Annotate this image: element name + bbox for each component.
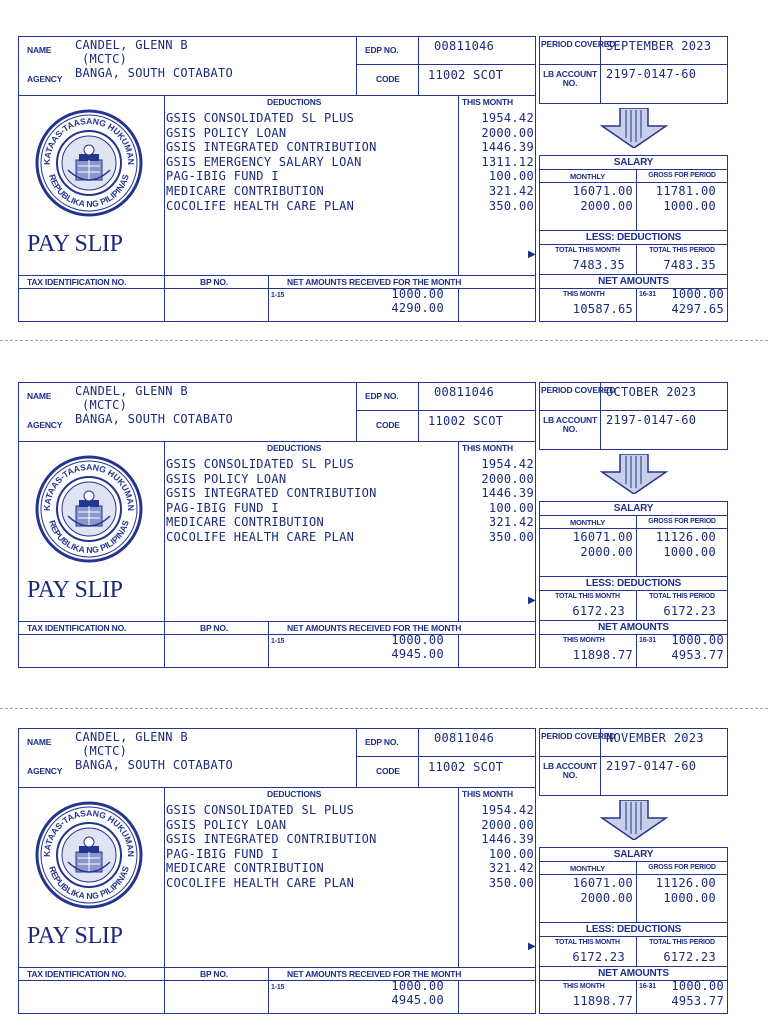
lb-account-label: LB ACCOUNT NO. — [543, 415, 597, 434]
arrow-marker-icon: ▶ — [528, 941, 536, 952]
bp-no-label: BP NO. — [200, 277, 228, 287]
employee-office: (MCTC) — [82, 398, 128, 412]
svg-text:KATAAS-TAASANG HUKUMAN: KATAAS-TAASANG HUKUMAN — [41, 115, 137, 166]
deductions-header: DEDUCTIONS — [267, 443, 322, 453]
down-arrow-icon — [594, 108, 674, 148]
total-this-period-value: 6172.23 — [663, 604, 716, 618]
salary-monthly-2: 2000.00 — [580, 891, 633, 905]
range-1-15-label: 1-15 — [271, 638, 285, 645]
code-label: CODE — [376, 766, 400, 776]
deduction-label: GSIS POLICY LOAN — [166, 471, 287, 486]
code-value: 11002 SCOT — [428, 760, 504, 774]
deduction-label: PAG-IBIG FUND I — [166, 500, 279, 515]
period-value: SEPTEMBER 2023 — [606, 39, 712, 53]
monthly-label: MONTHLY — [570, 518, 605, 527]
deduction-label: COCOLIFE HEALTH CARE PLAN — [166, 530, 355, 544]
edp-label: EDP NO. — [365, 45, 399, 55]
period-value: NOVEMBER 2023 — [606, 731, 704, 745]
deduction-amount: 1954.42 — [481, 111, 534, 125]
agency-label: AGENCY — [27, 766, 63, 776]
deduction-amount: 2000.00 — [481, 471, 534, 486]
net-received-label: NET AMOUNTS RECEIVED FOR THE MONTH — [287, 969, 462, 979]
total-this-month-label: TOTAL THIS MONTH — [555, 593, 620, 600]
deduction-amount: 350.00 — [488, 876, 534, 890]
deduction-amount: 100.00 — [488, 500, 534, 515]
total-this-month-label: TOTAL THIS MONTH — [555, 939, 620, 946]
deduction-amount: 1954.42 — [481, 803, 534, 817]
svg-text:REPUBLIKA NG PILIPINAS: REPUBLIKA NG PILIPINAS — [47, 864, 131, 902]
deduction-label: COCOLIFE HEALTH CARE PLAN — [166, 876, 355, 890]
payslip-1 — [0, 0, 768, 335]
received-1-15: 1000.00 — [391, 633, 444, 647]
deduction-amount: 1954.42 — [481, 457, 534, 471]
lb-account-value: 2197-0147-60 — [606, 67, 697, 81]
net-this-month-label: THIS MONTH — [563, 637, 605, 644]
total-this-month-value: 6172.23 — [572, 604, 625, 618]
deduction-amount: 1446.39 — [481, 486, 534, 501]
cut-line — [0, 340, 768, 341]
deduction-amount: 100.00 — [488, 169, 534, 184]
payslip-3 — [0, 692, 768, 1027]
lb-account-label: LB ACCOUNT NO. — [543, 69, 597, 88]
bp-no-label: BP NO. — [200, 623, 228, 633]
net-amounts-header: NET AMOUNTS — [598, 276, 669, 287]
total-this-period-value: 6172.23 — [663, 950, 716, 964]
edp-value: 00811046 — [434, 385, 495, 399]
total-this-month-value: 6172.23 — [572, 950, 625, 964]
deductions-header: DEDUCTIONS — [267, 789, 322, 799]
agency-value: BANGA, SOUTH COTABATO — [75, 66, 234, 80]
monthly-label: MONTHLY — [570, 864, 605, 873]
received-1-15: 1000.00 — [391, 287, 444, 301]
total-this-period-label: TOTAL THIS PERIOD — [649, 593, 715, 600]
payslip-2 — [0, 346, 768, 681]
net-16-31-total: 4297.65 — [671, 302, 724, 316]
deduction-amount: 2000.00 — [481, 125, 534, 140]
deduction-amount: 350.00 — [488, 198, 534, 213]
tin-label: TAX IDENTIFICATION NO. — [27, 969, 127, 979]
supreme-court-seal-icon — [34, 454, 144, 564]
edp-value: 00811046 — [434, 731, 495, 745]
deduction-label: MEDICARE CONTRIBUTION — [166, 184, 325, 198]
employee-name: CANDEL, GLENN B — [75, 384, 188, 398]
received-16-31: 4945.00 — [391, 993, 444, 1007]
deduction-amount: 350.00 — [488, 530, 534, 544]
net-16-31-value: 1000.00 — [671, 979, 724, 993]
deduction-label: MEDICARE CONTRIBUTION — [166, 515, 325, 530]
salary-header: SALARY — [613, 503, 654, 514]
agency-value: BANGA, SOUTH COTABATO — [75, 758, 234, 772]
net-16-31-value: 1000.00 — [671, 287, 724, 301]
deduction-label: PAG-IBIG FUND I — [166, 846, 279, 861]
this-month-header: THIS MONTH — [462, 97, 513, 107]
net-amounts-header: NET AMOUNTS — [598, 622, 669, 633]
total-this-period-label: TOTAL THIS PERIOD — [649, 939, 715, 946]
bp-no-label: BP NO. — [200, 969, 228, 979]
salary-monthly-2: 2000.00 — [580, 199, 633, 213]
deduction-label: COCOLIFE HEALTH CARE PLAN — [166, 198, 355, 213]
total-this-period-label: TOTAL THIS PERIOD — [649, 247, 715, 254]
deduction-label: GSIS EMERGENCY SALARY LOAN — [166, 154, 362, 169]
deduction-label: GSIS INTEGRATED CONTRIBUTION — [166, 832, 377, 847]
deduction-label: GSIS POLICY LOAN — [166, 125, 287, 140]
net-this-month-label: THIS MONTH — [563, 983, 605, 990]
deduction-amount: 1311.12 — [481, 154, 534, 169]
deduction-amount: 321.42 — [488, 184, 534, 198]
net-this-month-value: 11898.77 — [572, 994, 633, 1008]
net-16-31-total: 4953.77 — [671, 994, 724, 1008]
pay-slip-title: PAY SLIP — [27, 923, 123, 949]
svg-text:KATAAS-TAASANG HUKUMAN: KATAAS-TAASANG HUKUMAN — [41, 807, 137, 858]
deduction-amount: 1446.39 — [481, 832, 534, 847]
salary-monthly-1: 16071.00 — [572, 876, 633, 890]
lb-account-label: LB ACCOUNT NO. — [543, 761, 597, 780]
less-deductions-header: LESS: DEDUCTIONS — [585, 924, 682, 935]
lb-account-value: 2197-0147-60 — [606, 413, 697, 427]
code-value: 11002 SCOT — [428, 414, 504, 428]
deduction-label: GSIS CONSOLIDATED SL PLUS — [166, 111, 355, 125]
deduction-amount: 100.00 — [488, 846, 534, 861]
received-1-15: 1000.00 — [391, 979, 444, 993]
total-this-month-label: TOTAL THIS MONTH — [555, 247, 620, 254]
this-month-header: THIS MONTH — [462, 789, 513, 799]
agency-label: AGENCY — [27, 420, 63, 430]
net-this-month-label: THIS MONTH — [563, 291, 605, 298]
deduction-label: GSIS POLICY LOAN — [166, 817, 287, 832]
salary-monthly-1: 16071.00 — [572, 184, 633, 198]
received-16-31: 4290.00 — [391, 301, 444, 315]
net-this-month-value: 11898.77 — [572, 648, 633, 662]
code-value: 11002 SCOT — [428, 68, 504, 82]
gross-period-1: 11126.00 — [655, 876, 716, 890]
svg-text:REPUBLIKA NG PILIPINAS: REPUBLIKA NG PILIPINAS — [47, 172, 131, 210]
received-16-31: 4945.00 — [391, 647, 444, 661]
salary-monthly-2: 2000.00 — [580, 545, 633, 559]
name-label: NAME — [27, 737, 52, 747]
gross-period-2: 1000.00 — [663, 891, 716, 905]
tin-label: TAX IDENTIFICATION NO. — [27, 277, 127, 287]
supreme-court-seal-icon — [34, 108, 144, 218]
this-month-header: THIS MONTH — [462, 443, 513, 453]
gross-period-2: 1000.00 — [663, 199, 716, 213]
edp-label: EDP NO. — [365, 391, 399, 401]
code-label: CODE — [376, 420, 400, 430]
deduction-amount: 1446.39 — [481, 140, 534, 155]
down-arrow-icon — [594, 454, 674, 494]
less-deductions-header: LESS: DEDUCTIONS — [585, 578, 682, 589]
gross-period-label: GROSS FOR PERIOD — [648, 864, 716, 871]
arrow-marker-icon: ▶ — [528, 595, 536, 606]
range-1-15-label: 1-15 — [271, 292, 285, 299]
deduction-amount: 2000.00 — [481, 817, 534, 832]
tin-label: TAX IDENTIFICATION NO. — [27, 623, 127, 633]
employee-office: (MCTC) — [82, 52, 128, 66]
gross-period-1: 11126.00 — [655, 530, 716, 544]
net-16-31-label: 16-31 — [639, 637, 656, 644]
deduction-label: GSIS CONSOLIDATED SL PLUS — [166, 803, 355, 817]
period-covered-label: PERIOD COVERED — [541, 39, 616, 49]
less-deductions-header: LESS: DEDUCTIONS — [585, 232, 682, 243]
gross-period-2: 1000.00 — [663, 545, 716, 559]
deduction-amount: 321.42 — [488, 861, 534, 876]
edp-value: 00811046 — [434, 39, 495, 53]
agency-value: BANGA, SOUTH COTABATO — [75, 412, 234, 426]
period-value: OCTOBER 2023 — [606, 385, 697, 399]
cut-line — [0, 708, 768, 709]
supreme-court-seal-icon — [34, 800, 144, 910]
gross-period-1: 11781.00 — [655, 184, 716, 198]
net-16-31-label: 16-31 — [639, 983, 656, 990]
net-16-31-label: 16-31 — [639, 291, 656, 298]
net-received-label: NET AMOUNTS RECEIVED FOR THE MONTH — [287, 277, 462, 287]
deduction-label: GSIS INTEGRATED CONTRIBUTION — [166, 140, 377, 155]
name-label: NAME — [27, 45, 52, 55]
gross-period-label: GROSS FOR PERIOD — [648, 518, 716, 525]
total-this-month-value: 7483.35 — [572, 258, 625, 272]
salary-header: SALARY — [613, 157, 654, 168]
svg-text:KATAAS-TAASANG HUKUMAN: KATAAS-TAASANG HUKUMAN — [41, 461, 137, 512]
deduction-label: GSIS CONSOLIDATED SL PLUS — [166, 457, 355, 471]
net-received-label: NET AMOUNTS RECEIVED FOR THE MONTH — [287, 623, 462, 633]
monthly-label: MONTHLY — [570, 172, 605, 181]
total-this-period-value: 7483.35 — [663, 258, 716, 272]
employee-office: (MCTC) — [82, 744, 128, 758]
employee-name: CANDEL, GLENN B — [75, 730, 188, 744]
deduction-label: PAG-IBIG FUND I — [166, 169, 279, 184]
deduction-amount: 321.42 — [488, 515, 534, 530]
name-label: NAME — [27, 391, 52, 401]
range-1-15-label: 1-15 — [271, 984, 285, 991]
pay-slip-title: PAY SLIP — [27, 231, 123, 257]
gross-period-label: GROSS FOR PERIOD — [648, 172, 716, 179]
period-covered-label: PERIOD COVERED — [541, 385, 616, 395]
net-amounts-header: NET AMOUNTS — [598, 968, 669, 979]
lb-account-value: 2197-0147-60 — [606, 759, 697, 773]
down-arrow-icon — [594, 800, 674, 840]
pay-slip-title: PAY SLIP — [27, 577, 123, 603]
agency-label: AGENCY — [27, 74, 63, 84]
edp-label: EDP NO. — [365, 737, 399, 747]
code-label: CODE — [376, 74, 400, 84]
employee-name: CANDEL, GLENN B — [75, 38, 188, 52]
period-covered-label: PERIOD COVERED — [541, 731, 616, 741]
net-this-month-value: 10587.65 — [572, 302, 633, 316]
svg-text:REPUBLIKA NG PILIPINAS: REPUBLIKA NG PILIPINAS — [47, 518, 131, 556]
salary-header: SALARY — [613, 849, 654, 860]
net-16-31-value: 1000.00 — [671, 633, 724, 647]
deductions-header: DEDUCTIONS — [267, 97, 322, 107]
net-16-31-total: 4953.77 — [671, 648, 724, 662]
deduction-label: GSIS INTEGRATED CONTRIBUTION — [166, 486, 377, 501]
arrow-marker-icon: ▶ — [528, 249, 536, 260]
salary-monthly-1: 16071.00 — [572, 530, 633, 544]
deduction-label: MEDICARE CONTRIBUTION — [166, 861, 325, 876]
